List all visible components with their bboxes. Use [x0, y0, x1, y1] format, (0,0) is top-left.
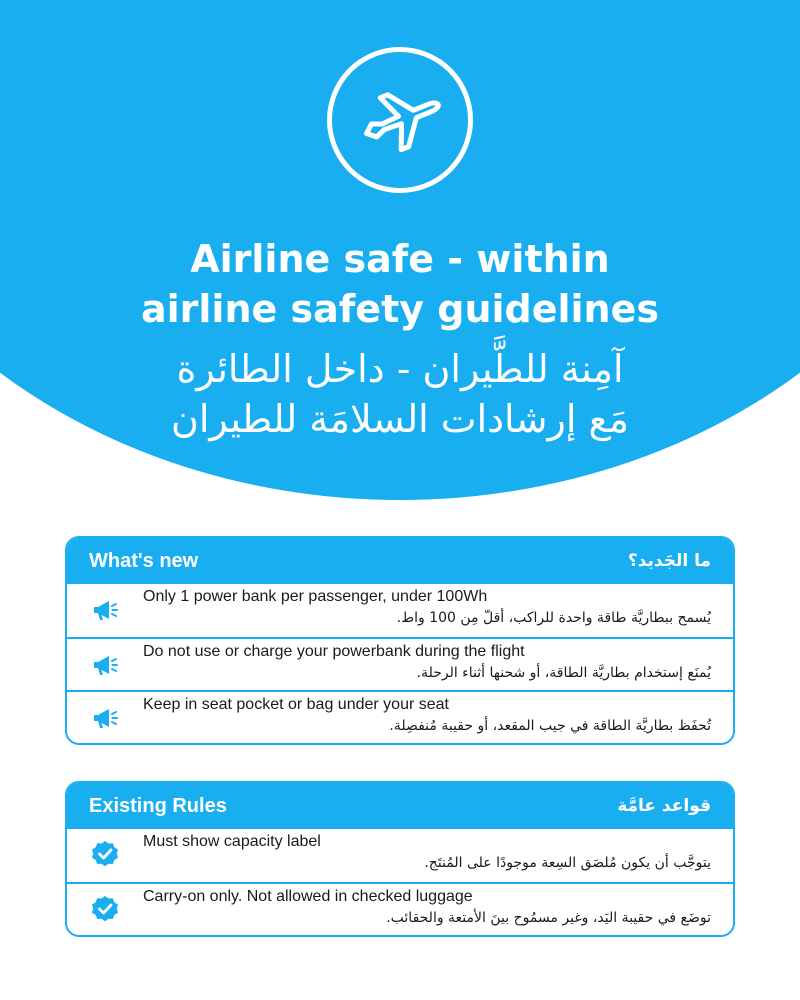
- list-item: [67, 882, 733, 935]
- item-text-ar: توضَع في حقيبة اليَد، وغير مسمُوح بينَ الأمتعة والحقائب.: [386, 910, 711, 926]
- whats-new-title-ar: ما الجَديد؟: [627, 551, 711, 571]
- item-text-ar: يتوجَّب أن يكون مُلصَق السِعة موجودًا على المُنتَج.: [424, 855, 711, 871]
- page-title-arabic: [0, 344, 800, 444]
- existing-rules-title-ar: قواعد عامَّة: [617, 796, 711, 816]
- check-badge-icon: [89, 894, 121, 926]
- item-text-ar: تُحفَظ بطاريَّة الطاقة في جيب المقعد، أو حقيبة مُنفصِلة.: [389, 718, 711, 734]
- check-badge-icon: [89, 839, 121, 871]
- item-text-ar: يُمنَع إستخدام بطاريَّة الطاقة، أو شحنها أثناء الرحلة.: [416, 665, 711, 681]
- megaphone-icon: [89, 649, 121, 681]
- page-title-english: [0, 234, 800, 334]
- logo-circle: [327, 47, 473, 193]
- list-item: [67, 637, 733, 690]
- megaphone-icon: [89, 702, 121, 734]
- title-ar-line-2: مَع إرشادات السلامَة للطيران: [170, 397, 630, 441]
- item-text-en: Do not use or charge your powerbank during the flight: [143, 643, 525, 660]
- list-item: [67, 584, 733, 637]
- airplane-icon: [350, 70, 450, 170]
- megaphone-icon: [89, 594, 121, 626]
- list-item: [67, 690, 733, 743]
- whats-new-title-en: What's new: [89, 549, 199, 572]
- item-text-en: Must show capacity label: [143, 833, 321, 850]
- item-text-en: Carry-on only. Not allowed in checked luggage: [143, 888, 473, 905]
- list-item: [67, 829, 733, 882]
- existing-rules-header: [67, 783, 733, 829]
- whats-new-card: [65, 536, 735, 745]
- title-ar-line-1: آمِنة للطَّيران - داخل الطائرة: [176, 347, 624, 391]
- item-text-en: Keep in seat pocket or bag under your seat: [143, 696, 449, 713]
- whats-new-header: [67, 538, 733, 584]
- title-en-line-2: airline safety guidelines: [141, 287, 659, 331]
- existing-rules-card: [65, 781, 735, 937]
- existing-rules-title-en: Existing Rules: [89, 794, 227, 817]
- item-text-en: Only 1 power bank per passenger, under 100Wh: [143, 588, 488, 605]
- item-text-ar: يُسمح ببطاريَّة طاقة واحدة للراكب، أقلّ مِن 100 واط.: [396, 610, 711, 626]
- title-en-line-1: Airline safe - within: [190, 237, 610, 281]
